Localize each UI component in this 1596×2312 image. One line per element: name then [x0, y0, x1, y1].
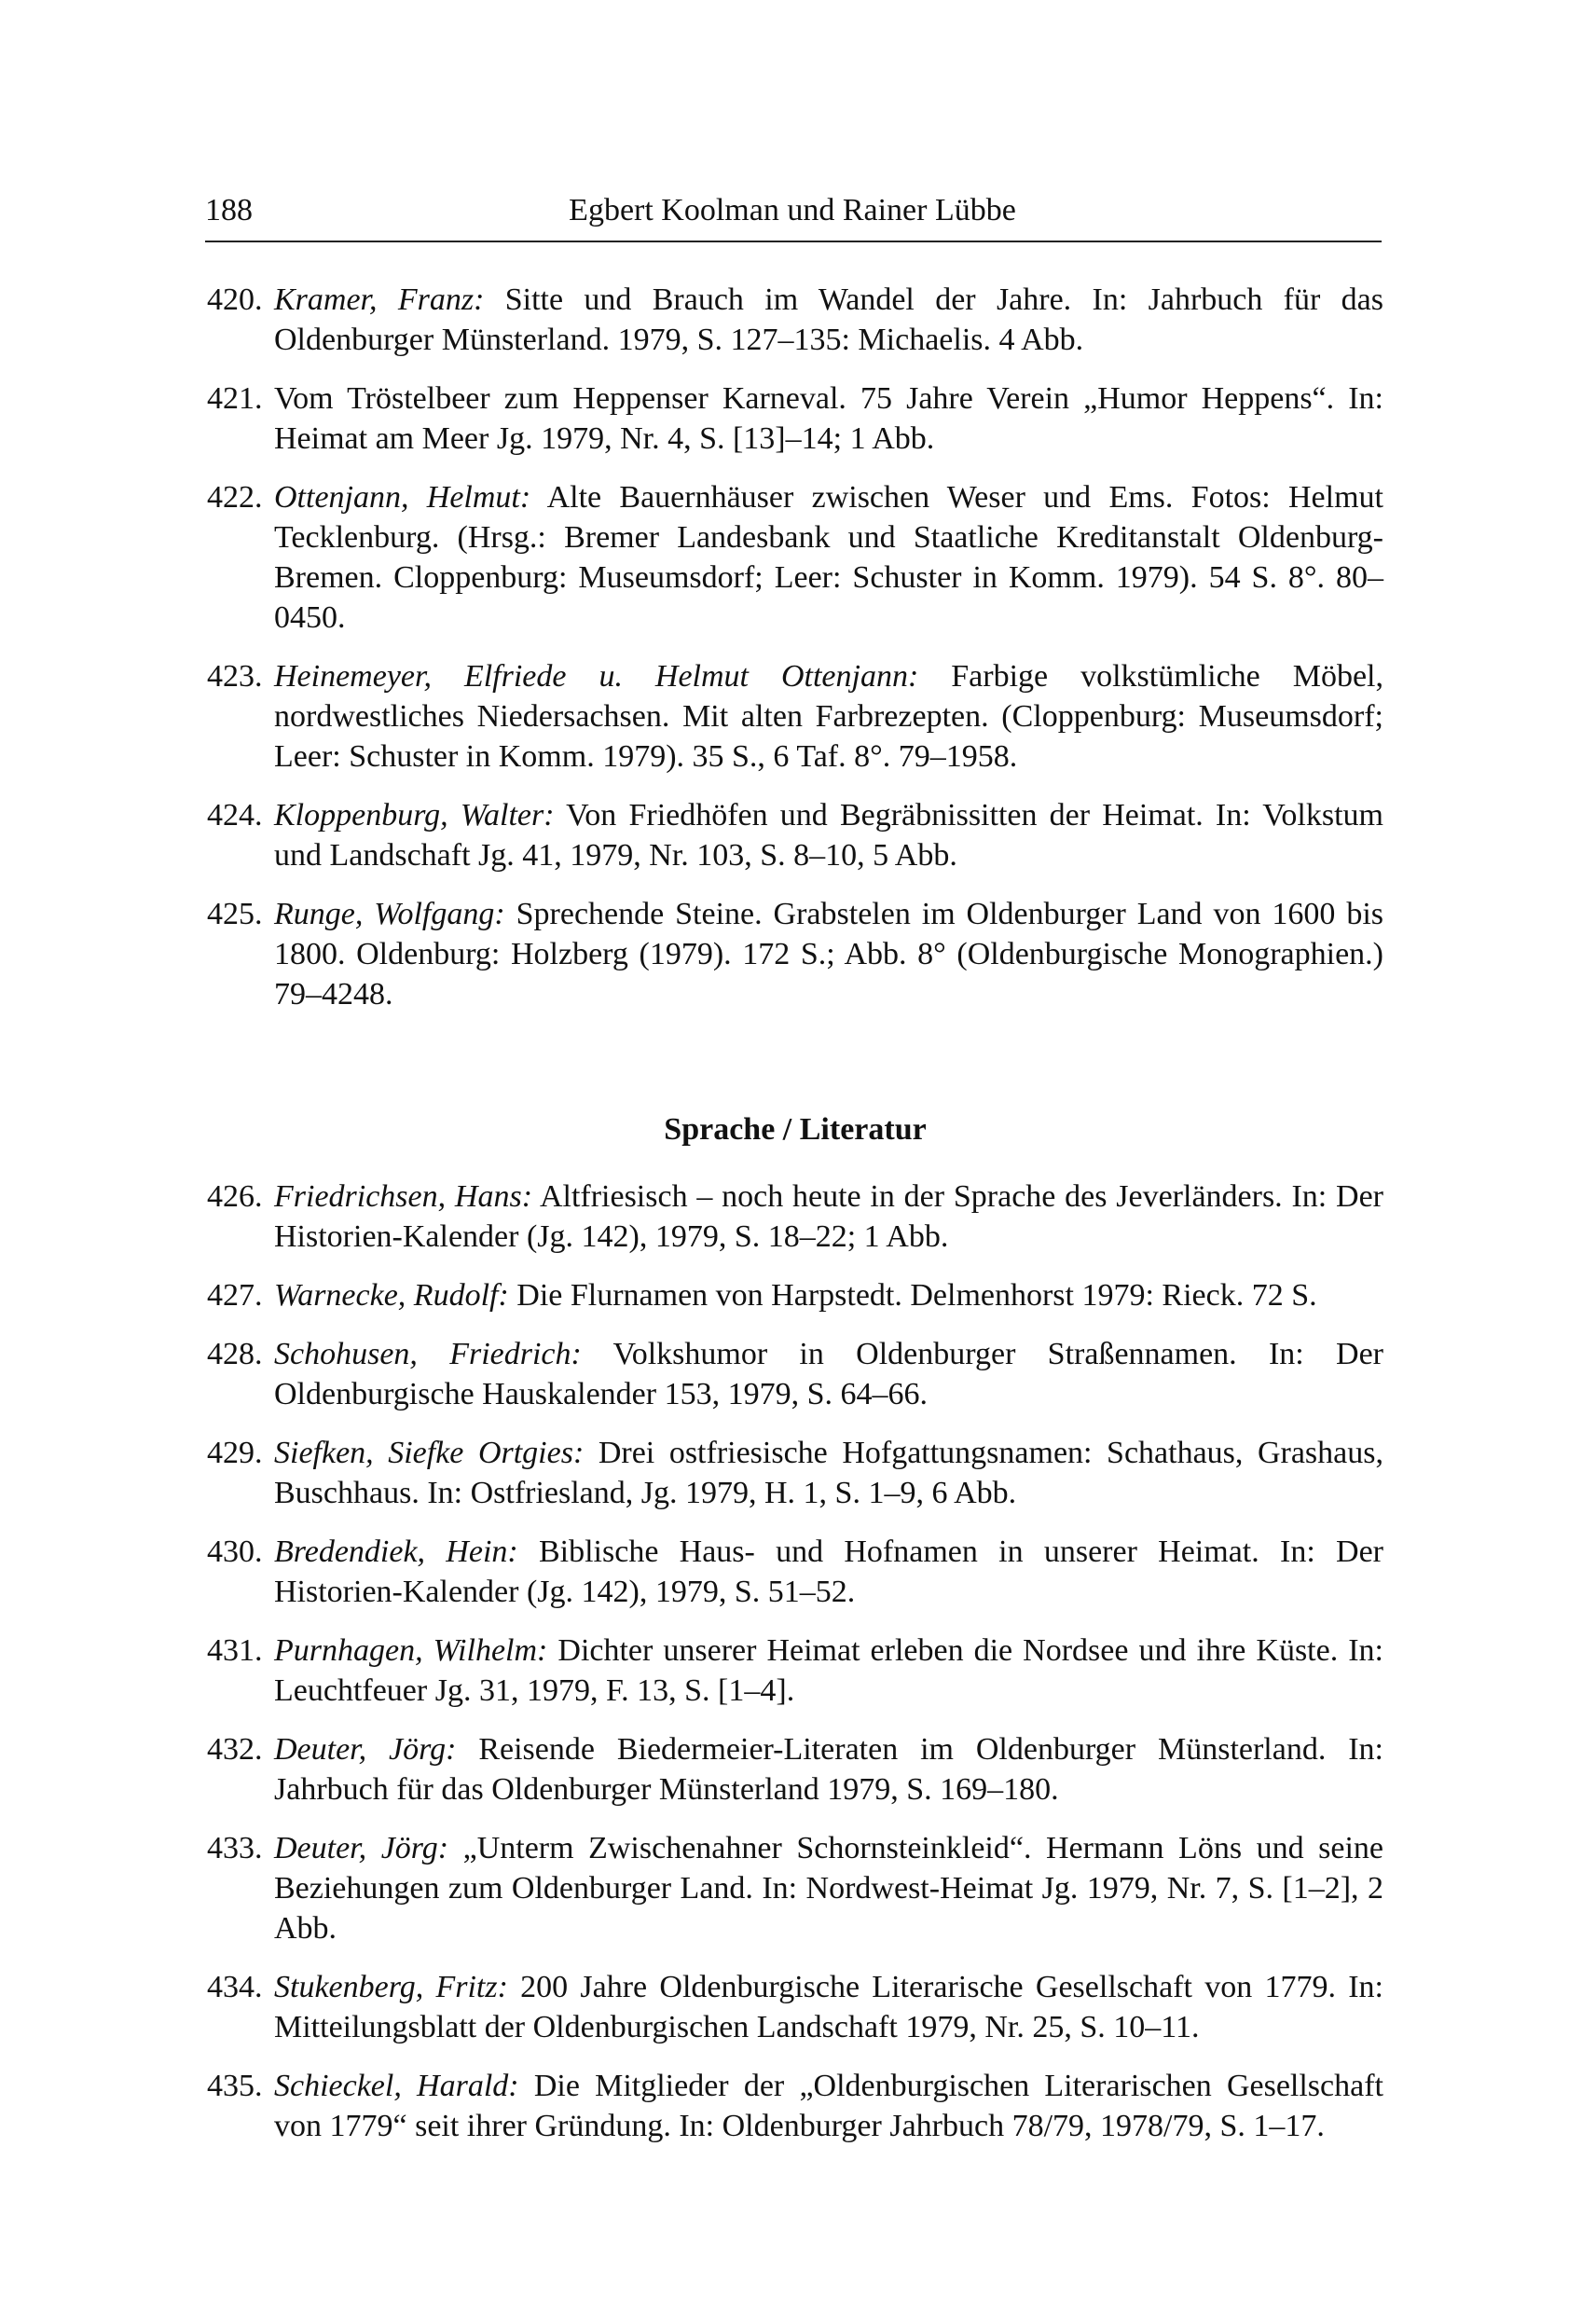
- bibliography-entry-425: [207, 894, 1383, 1014]
- bibliography-entry-435: [207, 2066, 1383, 2146]
- entry-author: Deuter, Jörg:: [274, 1831, 449, 1865]
- entry-text: Drei ostfriesische Hofgattungsnamen: Schathaus, Grashaus, Buschhaus. In: Ostfriesland, Jg. 1979, H. 1, S. 1–9, 6 Abb.: [274, 1436, 1383, 1510]
- bibliography-entry-421: [207, 378, 1383, 459]
- entry-number: 430.: [207, 1534, 263, 1569]
- entry-number: 423.: [207, 659, 263, 694]
- entry-text: 200 Jahre Oldenburgische Literarische Gesellschaft von 1779. In: Mitteilungsblatt der Oldenburgischen Landschaft 1979, Nr. 25, S. 10–11.: [274, 1970, 1383, 2044]
- running-title: Egbert Koolman und Rainer Lübbe: [569, 193, 1016, 227]
- entry-text: Sitte und Brauch im Wandel der Jahre. In: Jahrbuch für das Oldenburger Münsterland. 1979, S. 127–135: Michaelis. 4 Abb.: [274, 282, 1383, 357]
- entry-number: 422.: [207, 480, 263, 515]
- entry-author: Schohusen, Friedrich:: [274, 1337, 582, 1371]
- entry-author: Runge, Wolfgang:: [274, 897, 505, 931]
- bibliography-list-language-literature: [207, 1177, 1383, 2165]
- bibliography-entry-432: [207, 1729, 1383, 1810]
- entry-text: Altfriesisch – noch heute in der Sprache des Jeverländers. In: Der Historien-Kalender (Jg. 142), 1979, S. 18–22; 1 Abb.: [274, 1179, 1383, 1254]
- entry-author: Kloppenburg, Walter:: [274, 798, 555, 833]
- bibliography-entry-426: [207, 1177, 1383, 1257]
- running-head: [205, 186, 1380, 242]
- bibliography-entry-424: [207, 795, 1383, 875]
- entry-number: 421.: [207, 381, 263, 416]
- entry-number: 428.: [207, 1337, 263, 1371]
- entry-text: Biblische Haus- und Hofnamen in unserer Heimat. In: Der Historien-Kalender (Jg. 142), 1979, S. 51–52.: [274, 1534, 1383, 1609]
- bibliography-entry-427: [207, 1275, 1383, 1315]
- entry-text: Dichter unserer Heimat erleben die Nordsee und ihre Küste. In: Leuchtfeuer Jg. 31, 1979, F. 13, S. [1–4].: [274, 1633, 1384, 1708]
- entry-text: Von Friedhöfen und Begräbnissitten der Heimat. In: Volkstum und Landschaft Jg. 41, 1979, Nr. 103, S. 8–10, 5 Abb.: [274, 798, 1383, 873]
- entry-number: 433.: [207, 1831, 263, 1865]
- entry-number: 425.: [207, 897, 263, 931]
- bibliography-entry-420: [207, 280, 1383, 360]
- entry-author: Stukenberg, Fritz:: [274, 1970, 508, 2004]
- header-rule: [205, 241, 1382, 242]
- entry-author: Heinemeyer, Elfriede u. Helmut Ottenjann:: [274, 659, 919, 694]
- bibliography-list-folklore: [207, 280, 1383, 1033]
- entry-number: 424.: [207, 798, 263, 833]
- page-number: 188: [205, 193, 253, 227]
- bibliography-entry-434: [207, 1967, 1383, 2047]
- entry-author: Schieckel, Harald:: [274, 2069, 519, 2103]
- entry-author: Ottenjann, Helmut:: [274, 480, 531, 515]
- entry-text: Farbige volkstümliche Möbel, nordwestliches Niedersachsen. Mit alten Farbrezepten. (Cloppenburg: Museumsdorf; Leer: Schuster in Komm. 1979). 35 S., 6 Taf. 8°. 79–1958.: [274, 659, 1383, 774]
- bibliography-entry-431: [207, 1631, 1383, 1711]
- entry-number: 435.: [207, 2069, 263, 2103]
- entry-author: Siefken, Siefke Ortgies:: [274, 1436, 585, 1470]
- entry-text: Sprechende Steine. Grabstelen im Oldenburger Land von 1600 bis 1800. Oldenburg: Holzberg (1979). 172 S.; Abb. 8° (Oldenburgische Monographien.) 79–4248.: [274, 897, 1383, 1012]
- entry-text: Die Mitglieder der „Oldenburgischen Literarischen Gesellschaft von 1779“ seit ihrer Gründung. In: Oldenburger Jahrbuch 78/79, 1978/79, S. 1–17.: [274, 2069, 1383, 2143]
- entry-text: „Unterm Zwischenahner Schornsteinkleid“. Hermann Löns und seine Beziehungen zum Oldenburger Land. In: Nordwest-Heimat Jg. 1979, Nr. 7, S. [1–2], 2 Abb.: [274, 1831, 1383, 1946]
- entry-author: Deuter, Jörg:: [274, 1732, 457, 1767]
- entry-text: Die Flurnamen von Harpstedt. Delmenhorst 1979: Rieck. 72 S.: [508, 1278, 1317, 1313]
- entry-author: Purnhagen, Wilhelm:: [274, 1633, 548, 1668]
- bibliography-entry-433: [207, 1828, 1383, 1948]
- entry-number: 431.: [207, 1633, 263, 1668]
- entry-text: Vom Tröstelbeer zum Heppenser Karneval. 75 Jahre Verein „Humor Heppens“. In: Heimat am Meer Jg. 1979, Nr. 4, S. [13]–14; 1 Abb.: [274, 381, 1383, 456]
- bibliography-entry-422: [207, 477, 1383, 638]
- entry-number: 427.: [207, 1278, 263, 1313]
- entry-number: 429.: [207, 1436, 263, 1470]
- entry-author: Friedrichsen, Hans:: [274, 1179, 533, 1214]
- section-heading: Sprache / Literatur: [664, 1112, 927, 1147]
- entry-text: Volkshumor in Oldenburger Straßennamen. In: Der Oldenburgische Hauskalender 153, 1979, S. 64–66.: [274, 1337, 1383, 1411]
- bibliography-entry-430: [207, 1532, 1383, 1612]
- entry-text: Alte Bauernhäuser zwischen Weser und Ems. Fotos: Helmut Tecklenburg. (Hrsg.: Bremer Landesbank und Staatliche Kreditanstalt Oldenburg-Bremen. Cloppenburg: Museumsdorf; Leer: Schuster in Komm. 1979). 54 S. 8°. 80–0450.: [274, 480, 1383, 635]
- entry-number: 432.: [207, 1732, 263, 1767]
- bibliography-entry-423: [207, 656, 1383, 777]
- entry-author: Warnecke, Rudolf:: [274, 1278, 509, 1313]
- bibliography-entry-429: [207, 1433, 1383, 1513]
- entry-author: Bredendiek, Hein:: [274, 1534, 518, 1569]
- entry-number: 420.: [207, 282, 263, 317]
- entry-number: 434.: [207, 1970, 263, 2004]
- entry-text: Reisende Biedermeier-Literaten im Oldenburger Münsterland. In: Jahrbuch für das Oldenburger Münsterland 1979, S. 169–180.: [274, 1732, 1383, 1807]
- entry-number: 426.: [207, 1179, 263, 1214]
- bibliography-entry-428: [207, 1334, 1383, 1414]
- entry-author: Kramer, Franz:: [274, 282, 485, 317]
